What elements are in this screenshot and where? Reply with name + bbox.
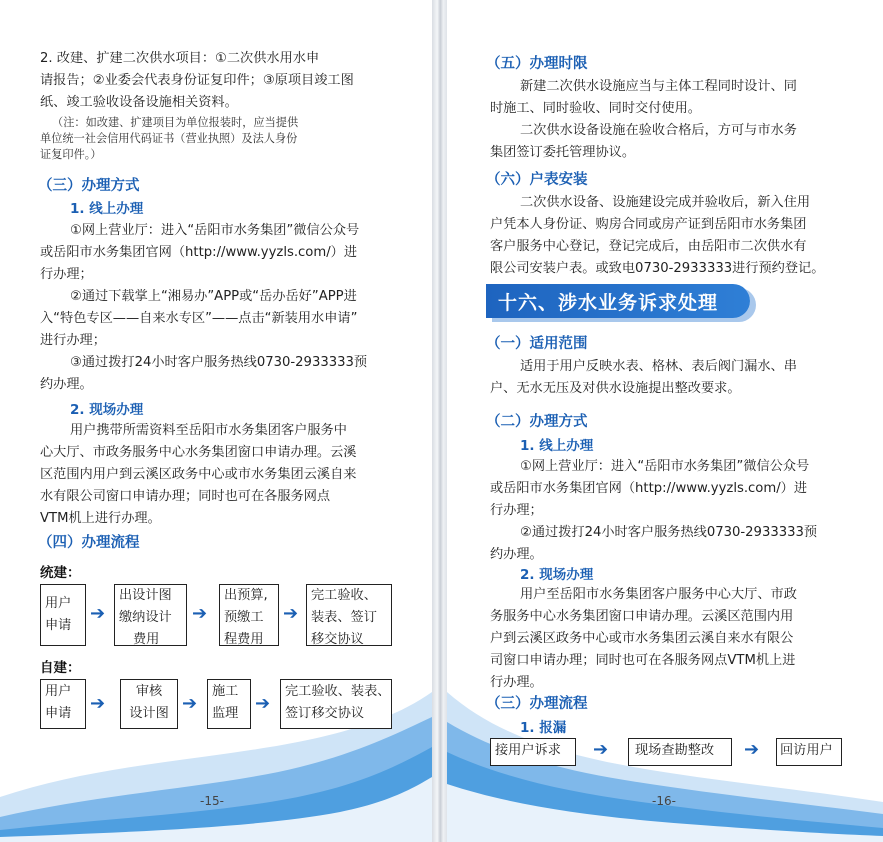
item2-line-3: 纸、竣工验收设备设施相关资料。: [40, 95, 238, 110]
flow-title-right: （三）办理流程: [486, 696, 588, 712]
flow-box-receive: [490, 738, 576, 766]
flow-box-revisit: [776, 738, 842, 766]
online-line-6: 进行办理；: [40, 333, 106, 348]
section-5-title: （五）办理时限: [486, 56, 588, 72]
box-line: 缴纳设计: [119, 610, 172, 625]
online-line-4: ②通过下载掌上“湘易办”APP或“岳办岳好”APP进: [70, 289, 357, 304]
r-online-line-2: 或岳阳市水务集团官网（http://www.yyzls.com/）进: [490, 481, 808, 496]
sec5-line-2: 时施工、同时验收、同时交付使用。: [490, 101, 701, 116]
method-title: （二）办理方式: [486, 414, 588, 430]
r-onsite-line-1: 用户至岳阳市水务集团客户服务中心大厅、市政: [520, 587, 797, 602]
right-arrow-icon: ➔: [255, 693, 271, 714]
right-arrow-icon: ➔: [182, 693, 198, 714]
online-line-7: ③通过拨打24小时客户服务热线0730-2933333预: [70, 355, 368, 370]
scope-line-1: 适用于用户反映水表、格林、表后阀门漏水、串: [520, 359, 797, 374]
box-line: 现场查勘整改: [635, 743, 715, 758]
box-line: 出设计图: [119, 588, 172, 603]
box-line: 签订移交协议: [285, 706, 365, 721]
box-line: 费用: [133, 632, 160, 647]
item2-line-1: 2. 改建、扩建二次供水项目：①二次供水用水申: [40, 51, 320, 66]
wave-decoration: [447, 692, 883, 842]
online-line-8: 约办理。: [40, 377, 93, 392]
zijian-label: 自建：: [40, 660, 81, 676]
box-line: 用户: [45, 596, 72, 611]
online-title-right: 1. 线上办理: [520, 438, 594, 454]
flow-box-design: [114, 584, 187, 646]
flow-box-complete-2: [280, 679, 392, 729]
box-line: 预缴工: [224, 610, 264, 625]
sec5-line-3: 二次供水设备设施在验收合格后，方可与市水务: [520, 123, 797, 138]
leak-title: 1. 报漏: [520, 720, 567, 736]
sec6-line-4: 限公司安装户表。或致电0730-2933333进行预约登记。: [490, 261, 825, 276]
note-line-3: 证复印件。）: [40, 148, 102, 161]
section-3-title: （三）办理方式: [38, 178, 140, 194]
box-line: 回访用户: [780, 743, 833, 758]
section-4-title: （四）办理流程: [38, 535, 140, 551]
flow-box-complete: [306, 584, 392, 646]
tongjian-label: 统建：: [40, 565, 81, 581]
right-arrow-icon: ➔: [90, 603, 106, 624]
onsite-line-4: 水有限公司窗口申请办理；同时也可在各服务网点: [40, 489, 331, 504]
right-arrow-icon: ➔: [593, 739, 609, 760]
r-onsite-line-2: 务服务中心水务集团窗口申请办理。云溪区范围内用: [490, 609, 794, 624]
chapter-banner: [486, 284, 750, 318]
onsite-line-2: 心大厅、市政务服务中心水务集团窗口申请办理。云溪: [40, 445, 357, 460]
note-line-1: （注：如改建、扩建项目为单位报装时，应当提供: [52, 116, 299, 129]
box-line: 接用户诉求: [495, 743, 561, 758]
chapter-title: 十六、涉水业务诉求处理: [498, 292, 719, 314]
right-arrow-icon: ➔: [192, 603, 208, 624]
r-online-line-5: 约办理。: [490, 547, 543, 562]
online-title: 1. 线上办理: [70, 201, 144, 217]
onsite-line-3: 区范围内用户到云溪区政务中心或市水务集团云溪自来: [40, 467, 357, 482]
onsite-title: 2. 现场办理: [70, 402, 144, 418]
flow-box-user-apply-2: [40, 679, 86, 729]
box-line: 完工验收、装表、: [285, 684, 391, 699]
page-number: -15-: [200, 794, 224, 808]
r-onsite-line-4: 司窗口申请办理；同时也可在各服务网点VTM机上进: [490, 653, 796, 668]
flow-box-budget: [219, 584, 279, 646]
section-6-title: （六）户表安装: [486, 172, 588, 188]
onsite-line-1: 用户携带所需资料至岳阳市水务集团客户服务中: [70, 423, 347, 438]
box-line: 程费用: [224, 632, 264, 647]
right-arrow-icon: ➔: [90, 693, 106, 714]
box-line: 申请: [45, 706, 72, 721]
r-onsite-line-5: 行办理。: [490, 675, 543, 690]
box-line: 装表、签订: [311, 610, 377, 625]
sec5-line-4: 集团签订委托管理协议。: [490, 145, 636, 160]
flow-box-inspect: [628, 738, 732, 766]
box-line: 用户: [45, 684, 72, 699]
scope-title: （一）适用范围: [486, 336, 588, 352]
onsite-title-right: 2. 现场办理: [520, 567, 594, 583]
flow-box-construction: [207, 679, 251, 729]
r-online-line-4: ②通过拨打24小时客户服务热线0730-2933333预: [520, 525, 818, 540]
box-line: 出预算,: [224, 588, 268, 603]
sec6-line-3: 客户服务中心登记，登记完成后，由岳阳市二次供水有: [490, 239, 807, 254]
sec6-line-2: 户凭本人身份证、购房合同或房产证到岳阳市水务集团: [490, 217, 807, 232]
online-line-2: 或岳阳市水务集团官网（http://www.yyzls.com/）进: [40, 245, 358, 260]
online-line-3: 行办理；: [40, 267, 93, 282]
box-line: 审核: [135, 684, 163, 699]
online-line-1: ①网上营业厅：进入“岳阳市水务集团”微信公众号: [70, 223, 360, 238]
box-line: 设计图: [129, 706, 169, 721]
online-line-5: 入“特色专区——自来水专区”——点击“新装用水申请”: [40, 311, 358, 326]
onsite-line-5: VTM机上进行办理。: [40, 511, 161, 526]
box-line: 申请: [45, 618, 72, 633]
sec5-line-1: 新建二次供水设施应当与主体工程同时设计、同: [520, 79, 797, 94]
r-online-line-1: ①网上营业厅：进入“岳阳市水务集团”微信公众号: [520, 459, 810, 474]
right-arrow-icon: ➔: [283, 603, 299, 624]
flow-box-review: [120, 679, 178, 729]
note-line-2: 单位统一社会信用代码证书（营业执照）及法人身份: [40, 132, 298, 145]
r-online-line-3: 行办理；: [490, 503, 543, 518]
page-number-right: -16-: [652, 794, 676, 808]
flow-box-user-apply: [40, 584, 86, 646]
scope-line-2: 户、无水无压及对供水设施提出整改要求。: [490, 381, 741, 396]
left-page: [0, 0, 432, 842]
box-line: 移交协议: [311, 632, 364, 647]
box-line: 监理: [212, 706, 239, 721]
box-line: 施工: [212, 684, 239, 699]
r-onsite-line-3: 户到云溪区政务中心或市水务集团云溪自来水有限公: [490, 631, 794, 646]
sec6-line-1: 二次供水设备、设施建设完成并验收后，新入住用: [520, 195, 811, 210]
box-line: 完工验收、: [311, 588, 377, 603]
right-arrow-icon: ➔: [744, 739, 760, 760]
item2-line-2: 请报告；②业委会代表身份证复印件；③原项目竣工图: [40, 73, 354, 88]
book-gutter: [432, 0, 447, 842]
